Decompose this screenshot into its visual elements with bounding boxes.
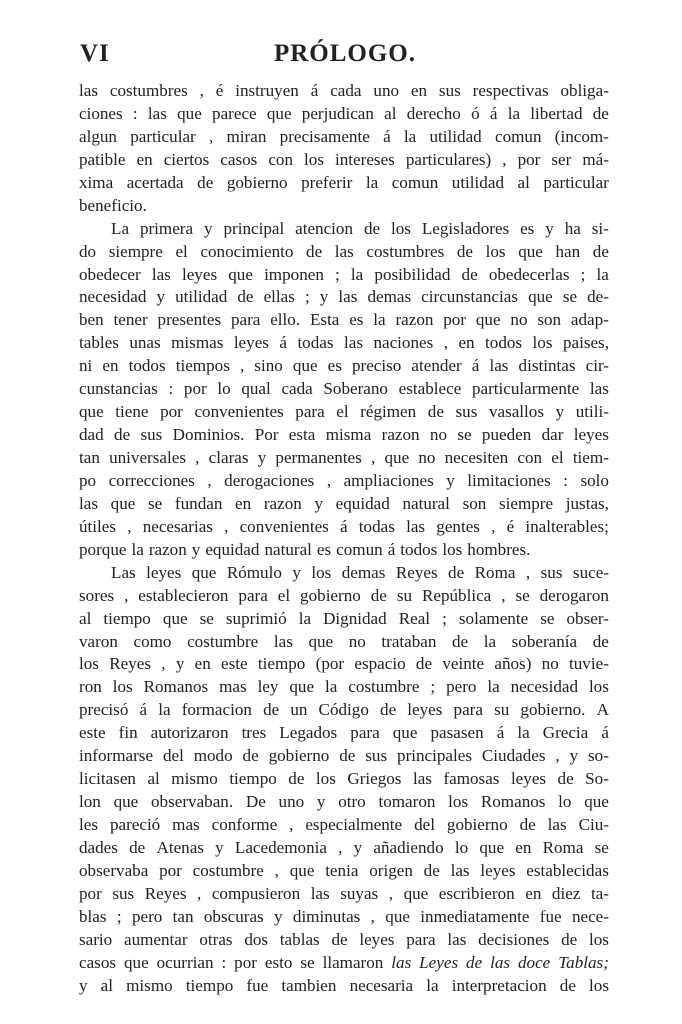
page-number: VI <box>80 40 110 67</box>
paragraph <box>79 80 609 218</box>
text-line: do siempre el conocimiento de las costumbres de los que han de <box>79 241 609 261</box>
italic-word: las <box>490 952 511 972</box>
word: se <box>300 952 315 972</box>
text-line: útiles , necesarias , convenientes á todas las gentes , é inalterables; <box>79 516 609 536</box>
text-line: este fin autorizaron tres Legados para que pasasen á la Grecia á <box>79 723 609 743</box>
text-line: beneficio. <box>79 195 147 215</box>
text-line: po correcciones , derogaciones , ampliaciones y limitaciones : solo <box>79 470 609 490</box>
word: llamaron <box>322 952 384 972</box>
page-header <box>80 40 610 74</box>
text-line: dades de Atenas y Lacedemonia , y añadiendo lo que en Roma se <box>79 837 609 857</box>
text-line: blas ; pero tan obscuras y diminutas , que inmediatamente fue nece- <box>79 906 609 926</box>
word: : <box>221 952 227 972</box>
text-line: y al mismo tiempo fue tambien necesaria la interpretacion de los <box>79 975 609 995</box>
text-line: varon como costumbre las que no trataban de la soberanía de <box>79 631 609 651</box>
text-line: observaba por costumbre , que tenia origen de las leyes establecidas <box>79 860 609 880</box>
text-line: precisó á la formacion de un Código de leyes para su gobierno. A <box>79 700 609 720</box>
word: casos <box>79 952 117 972</box>
italic-word: doce <box>518 952 551 972</box>
text-line: tan universales , claras y permanentes , que no necesiten con el tiem- <box>79 448 609 467</box>
text-line: ben tener presentes para ello. Esta es la razon por que no son adap- <box>79 310 609 330</box>
text-line: que tiene por convenientes para el régimen de sus vasallos y utili- <box>79 402 609 422</box>
text-line: los Reyes , y en este tiempo (por espacio de veinte años) no tuvie- <box>79 654 609 674</box>
text-line: xima acertada de gobierno preferir la comun utilidad al particular <box>79 172 609 192</box>
text-line: les pareció mas conforme , especialmente del gobierno de las Ciu- <box>79 815 609 834</box>
text-line: La primera y principal atencion de los Legisladores es y ha si- <box>111 218 609 238</box>
word: por <box>234 952 257 972</box>
text-line: lon que observaban. De uno y otro tomaron los Romanos lo que <box>79 792 609 812</box>
italic-word: las <box>391 952 412 972</box>
text-line: al tiempo que se suprimió la Dignidad Real ; solamente se obser- <box>79 608 609 628</box>
text-line: ni en todos tiempos , sino que es preciso atender á las distintas cir- <box>79 356 609 376</box>
paragraph <box>79 562 609 998</box>
word: que <box>123 952 149 972</box>
italic-word: Leyes <box>419 952 459 972</box>
italic-word: de <box>466 952 483 972</box>
text-line: porque la razon y equidad natural es comun á todos los hombres. <box>79 539 531 559</box>
text-line: patible en ciertos casos con los intereses particulares) , por ser má- <box>79 149 609 169</box>
text-line: ciones : las que parece que perjudican al derecho ó á la libertad de <box>79 103 609 123</box>
text-line: tables unas mismas leyes á todas las naciones , en todos los paises, <box>79 333 609 353</box>
text-line: cunstancias : por lo qual cada Soberano establece particularmente las <box>79 379 609 399</box>
text-line: obedecer las leyes que imponen ; la posibilidad de obedecerlas ; la <box>79 264 609 284</box>
text-line: sores , establecieron para el gobierno de su República , se derogaron <box>79 585 609 605</box>
text-line: sario aumentar otras dos tablas de leyes para las decisiones de los <box>79 929 609 949</box>
text-line: dad de sus Dominios. Por esta misma razon no se pueden dar leyes <box>79 425 609 445</box>
text-line: las costumbres , é instruyen á cada uno en sus respectivas obliga- <box>79 81 609 100</box>
text-line: las que se fundan en razon y equidad natural son siempre justas, <box>79 493 609 513</box>
text-line: informarse del modo de gobierno de sus principales Ciudades , y so- <box>79 746 609 766</box>
word: ocurrian <box>156 952 214 972</box>
text-line: por sus Reyes , compusieron las suyas , que escribieron en diez ta- <box>79 883 609 903</box>
text-line: licitasen al mismo tiempo de los Griegos las famosas leyes de So- <box>79 769 609 789</box>
running-title: PRÓLOGO. <box>273 40 417 67</box>
text-line: algun particular , miran precisamente á la utilidad comun (incom- <box>79 126 609 146</box>
body-text <box>79 80 609 998</box>
text-line: necesidad y utilidad de ellas ; y las demas circunstancias que se de- <box>79 287 609 307</box>
italic-word: Tablas; <box>558 952 609 972</box>
word: esto <box>264 952 293 972</box>
text-line: ron los Romanos mas ley que la costumbre ; pero la necesidad los <box>79 677 609 697</box>
text-line: Las leyes que Rómulo y los demas Reyes de Roma , sus suce- <box>111 562 609 582</box>
paragraph <box>79 218 609 562</box>
text-line <box>79 952 609 975</box>
